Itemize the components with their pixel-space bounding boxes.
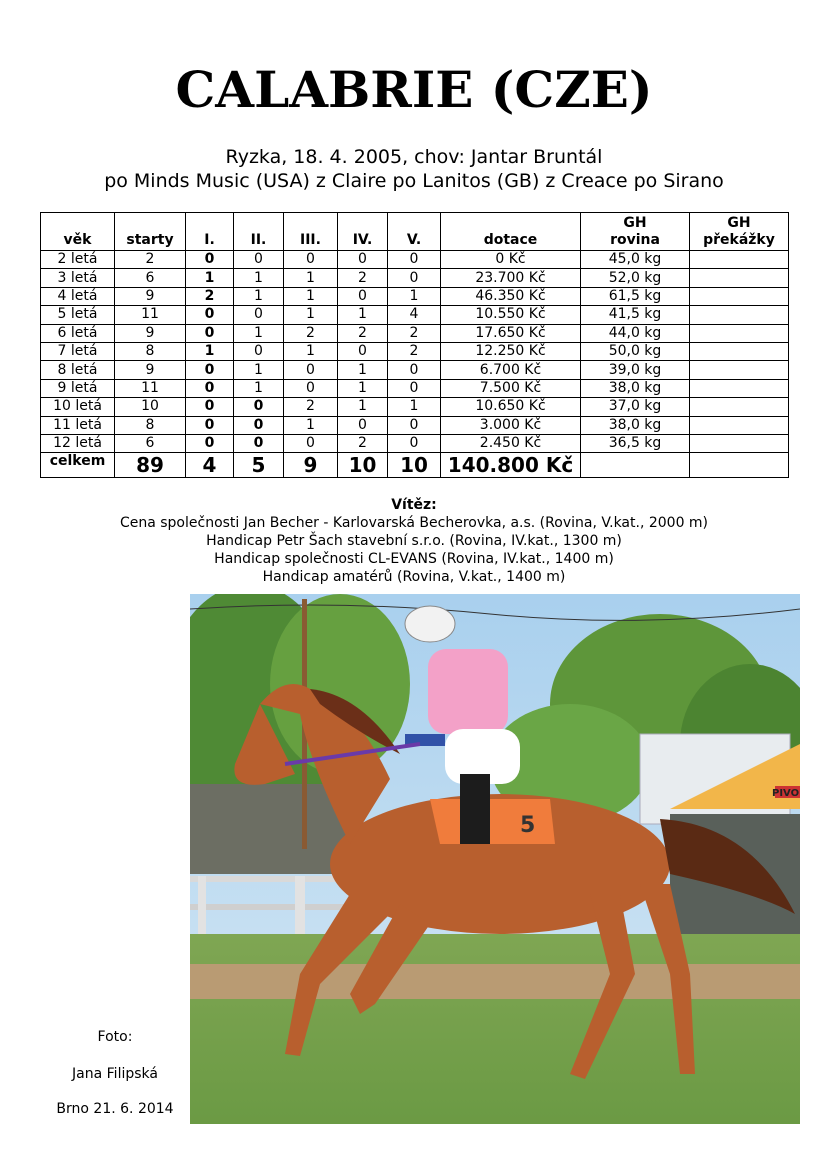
table-row <box>41 361 789 379</box>
cell-first: 1 <box>186 269 234 287</box>
cell-gh-jump <box>690 398 789 416</box>
cell-starts: 10 <box>115 398 186 416</box>
header-money: dotace <box>441 213 581 251</box>
cell-fourth: 0 <box>338 287 388 305</box>
cell-third: 0 <box>284 361 338 379</box>
cell-fifth: 2 <box>388 324 441 342</box>
header-gh-flat <box>581 213 690 251</box>
cell-gh-jump <box>690 342 789 360</box>
cell-age: 5 letá <box>41 306 115 324</box>
cell-fifth: 0 <box>388 361 441 379</box>
cell-money: 17.650 Kč <box>441 324 581 342</box>
cell-second: 1 <box>234 324 284 342</box>
winners-section <box>0 496 828 586</box>
cell-gh-flat: 61,5 kg <box>581 287 690 305</box>
table-header-row <box>41 213 789 251</box>
total-gh-jump <box>690 453 789 478</box>
header-fourth: IV. <box>338 213 388 251</box>
cell-age: 12 letá <box>41 434 115 452</box>
total-third: 9 <box>284 453 338 478</box>
cell-starts: 9 <box>115 324 186 342</box>
cell-third: 0 <box>284 251 338 269</box>
cell-gh-flat: 36,5 kg <box>581 434 690 452</box>
cell-gh-flat: 52,0 kg <box>581 269 690 287</box>
cell-fourth: 0 <box>338 342 388 360</box>
header-age: věk <box>41 213 115 251</box>
table-total-row <box>41 453 789 478</box>
cell-third: 1 <box>284 416 338 434</box>
cell-money: 23.700 Kč <box>441 269 581 287</box>
header-third: III. <box>284 213 338 251</box>
header-fifth: V. <box>388 213 441 251</box>
cell-gh-flat: 44,0 kg <box>581 324 690 342</box>
cell-money: 6.700 Kč <box>441 361 581 379</box>
table-row <box>41 434 789 452</box>
table-row <box>41 398 789 416</box>
table-row <box>41 324 789 342</box>
cell-starts: 6 <box>115 269 186 287</box>
total-label: celkem <box>41 453 115 478</box>
cell-starts: 11 <box>115 379 186 397</box>
cell-gh-flat: 39,0 kg <box>581 361 690 379</box>
cell-gh-jump <box>690 251 789 269</box>
cell-starts: 2 <box>115 251 186 269</box>
cell-fifth: 1 <box>388 398 441 416</box>
cell-money: 10.550 Kč <box>441 306 581 324</box>
cell-fifth: 0 <box>388 251 441 269</box>
cell-third: 0 <box>284 434 338 452</box>
cell-money: 7.500 Kč <box>441 379 581 397</box>
cell-second: 0 <box>234 306 284 324</box>
pedigree-info: po Minds Music (USA) z Claire po Lanitos (GB) z Creace po Sirano <box>104 170 724 192</box>
cell-money: 12.250 Kč <box>441 342 581 360</box>
horse-name-title: CALABRIE (CZE) <box>175 60 653 119</box>
cell-second: 0 <box>234 398 284 416</box>
cell-first: 0 <box>186 379 234 397</box>
race-record-table <box>40 212 789 478</box>
table-row <box>41 416 789 434</box>
cell-fourth: 2 <box>338 434 388 452</box>
cell-fifth: 0 <box>388 269 441 287</box>
cell-first: 0 <box>186 306 234 324</box>
cell-fourth: 0 <box>338 416 388 434</box>
cell-third: 1 <box>284 269 338 287</box>
cell-first: 0 <box>186 416 234 434</box>
cell-starts: 6 <box>115 434 186 452</box>
cell-fourth: 1 <box>338 379 388 397</box>
saddle-number: 5 <box>520 813 536 838</box>
cell-gh-jump <box>690 324 789 342</box>
header-gh-jump-line1: GH <box>727 215 751 231</box>
photographer-name: Jana Filipská <box>72 1066 158 1082</box>
cell-gh-jump <box>690 361 789 379</box>
cell-first: 0 <box>186 361 234 379</box>
cell-fifth: 4 <box>388 306 441 324</box>
cell-fourth: 1 <box>338 361 388 379</box>
table-row <box>41 269 789 287</box>
cell-first: 1 <box>186 342 234 360</box>
table-row <box>41 287 789 305</box>
winner-race-2: Handicap Petr Šach stavební s.r.o. (Rovina, IV.kat., 1300 m) <box>206 533 622 549</box>
cell-gh-jump <box>690 306 789 324</box>
header-gh-flat-line2: rovina <box>610 232 660 248</box>
cell-first: 2 <box>186 287 234 305</box>
horse-photo-illustration <box>190 594 800 1124</box>
cell-gh-jump <box>690 416 789 434</box>
winner-race-3: Handicap společnosti CL-EVANS (Rovina, IV.kat., 1400 m) <box>214 551 614 567</box>
cell-fifth: 1 <box>388 287 441 305</box>
cell-fifth: 0 <box>388 379 441 397</box>
cell-money: 2.450 Kč <box>441 434 581 452</box>
cell-second: 1 <box>234 269 284 287</box>
cell-third: 2 <box>284 324 338 342</box>
winner-race-1: Cena společnosti Jan Becher - Karlovarská Becherovka, a.s. (Rovina, V.kat., 2000 m) <box>119 515 709 531</box>
cell-third: 1 <box>284 287 338 305</box>
total-starts: 89 <box>115 453 186 478</box>
cell-third: 1 <box>284 342 338 360</box>
cell-second: 1 <box>234 379 284 397</box>
total-money: 140.800 Kč <box>441 453 581 478</box>
total-fifth: 10 <box>388 453 441 478</box>
cell-gh-flat: 41,5 kg <box>581 306 690 324</box>
cell-age: 2 letá <box>41 251 115 269</box>
cell-second: 0 <box>234 251 284 269</box>
cell-fifth: 0 <box>388 434 441 452</box>
cell-money: 0 Kč <box>441 251 581 269</box>
cell-age: 8 letá <box>41 361 115 379</box>
cell-first: 0 <box>186 251 234 269</box>
cell-age: 9 letá <box>41 379 115 397</box>
cell-second: 1 <box>234 287 284 305</box>
total-second: 5 <box>234 453 284 478</box>
cell-gh-flat: 38,0 kg <box>581 379 690 397</box>
total-fourth: 10 <box>338 453 388 478</box>
cell-gh-flat: 50,0 kg <box>581 342 690 360</box>
cell-starts: 8 <box>115 342 186 360</box>
cell-third: 2 <box>284 398 338 416</box>
cell-fourth: 0 <box>338 251 388 269</box>
cell-first: 0 <box>186 434 234 452</box>
total-gh-flat <box>581 453 690 478</box>
table-row <box>41 379 789 397</box>
cell-fourth: 2 <box>338 324 388 342</box>
cell-starts: 9 <box>115 287 186 305</box>
photo-place-date: Brno 21. 6. 2014 <box>56 1101 174 1117</box>
header-gh-jump-line2: překážky <box>703 232 775 248</box>
cell-money: 3.000 Kč <box>441 416 581 434</box>
photo-credit-label: Foto: <box>97 1029 133 1045</box>
cell-money: 10.650 Kč <box>441 398 581 416</box>
cell-third: 0 <box>284 379 338 397</box>
cell-money: 46.350 Kč <box>441 287 581 305</box>
header-gh-flat-line1: GH <box>623 215 647 231</box>
cell-gh-flat: 37,0 kg <box>581 398 690 416</box>
header-first: I. <box>186 213 234 251</box>
cell-fourth: 2 <box>338 269 388 287</box>
cell-second: 1 <box>234 361 284 379</box>
cell-starts: 11 <box>115 306 186 324</box>
horse-photo <box>190 594 800 1124</box>
table-row <box>41 342 789 360</box>
header-starts: starty <box>115 213 186 251</box>
cell-age: 6 letá <box>41 324 115 342</box>
cell-age: 11 letá <box>41 416 115 434</box>
cell-second: 0 <box>234 416 284 434</box>
cell-age: 10 letá <box>41 398 115 416</box>
cell-fifth: 2 <box>388 342 441 360</box>
cell-first: 0 <box>186 324 234 342</box>
total-first: 4 <box>186 453 234 478</box>
cell-second: 0 <box>234 342 284 360</box>
umbrella-banner-text: PIVO <box>772 788 800 799</box>
birth-info: Ryzka, 18. 4. 2005, chov: Jantar Bruntál <box>225 146 603 168</box>
table-row <box>41 251 789 269</box>
cell-age: 3 letá <box>41 269 115 287</box>
cell-gh-jump <box>690 287 789 305</box>
cell-fourth: 1 <box>338 398 388 416</box>
cell-gh-flat: 38,0 kg <box>581 416 690 434</box>
cell-age: 4 letá <box>41 287 115 305</box>
cell-second: 0 <box>234 434 284 452</box>
cell-age: 7 letá <box>41 342 115 360</box>
cell-starts: 8 <box>115 416 186 434</box>
table-row <box>41 306 789 324</box>
cell-fifth: 0 <box>388 416 441 434</box>
cell-gh-jump <box>690 269 789 287</box>
cell-gh-jump <box>690 434 789 452</box>
cell-gh-jump <box>690 379 789 397</box>
header-second: II. <box>234 213 284 251</box>
cell-fourth: 1 <box>338 306 388 324</box>
header-gh-jump <box>690 213 789 251</box>
winner-race-4: Handicap amatérů (Rovina, V.kat., 1400 m) <box>262 569 566 585</box>
cell-starts: 9 <box>115 361 186 379</box>
cell-third: 1 <box>284 306 338 324</box>
cell-first: 0 <box>186 398 234 416</box>
cell-gh-flat: 45,0 kg <box>581 251 690 269</box>
winners-heading: Vítěz: <box>391 497 437 513</box>
